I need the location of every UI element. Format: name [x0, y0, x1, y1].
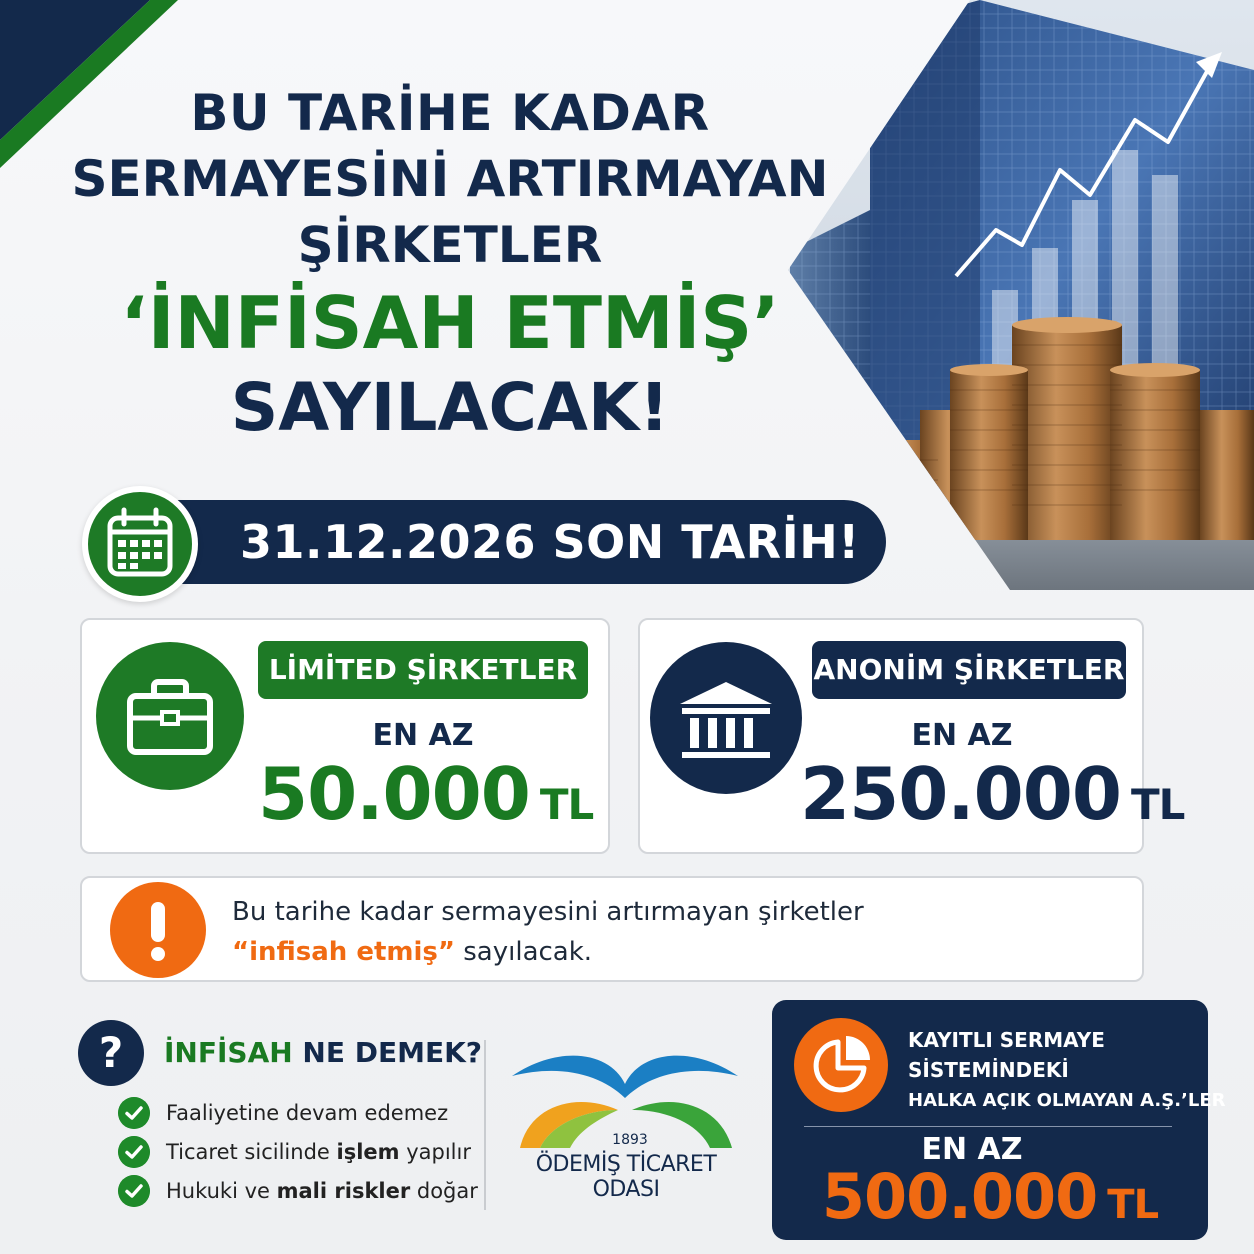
bank-badge	[650, 642, 802, 794]
calendar-icon	[88, 492, 192, 596]
limited-currency: TL	[539, 780, 594, 829]
item-text: Hukuki ve	[166, 1179, 277, 1203]
warning-highlight: “infisah etmiş”	[232, 937, 455, 967]
exclamation-icon	[110, 882, 206, 978]
bank-icon	[650, 642, 802, 794]
item-bold: işlem	[336, 1140, 400, 1164]
limited-amount	[258, 752, 594, 836]
check-icon	[118, 1175, 150, 1207]
infisah-title-rest: NE DEMEK?	[292, 1036, 483, 1069]
check-icon	[118, 1136, 150, 1168]
registered-capital-currency: TL	[1107, 1182, 1159, 1228]
list-item	[118, 1174, 478, 1208]
item-text-post: yapılır	[399, 1140, 471, 1164]
registered-capital-min-label: EN AZ	[921, 1132, 1023, 1167]
warning-badge	[110, 882, 206, 978]
item-text: Faaliyetine devam edemez	[166, 1101, 449, 1125]
infisah-title-green: İNFİSAH	[164, 1036, 293, 1069]
briefcase-badge	[96, 642, 244, 790]
list-item	[118, 1135, 471, 1169]
anonim-title: ANONİM ŞİRKETLER	[812, 641, 1126, 699]
calendar-badge	[82, 486, 198, 602]
anonim-min-label: EN AZ	[911, 718, 1013, 753]
limited-amount-value: 50.000	[258, 752, 530, 836]
pie-badge	[794, 1018, 888, 1112]
question-icon: ?	[78, 1020, 144, 1086]
headline-line-5: SAYILACAK!	[230, 369, 670, 446]
warning-line-2: sayılacak.	[455, 937, 593, 967]
registered-capital-line-2: SİSTEMİNDEKİ	[908, 1058, 1069, 1082]
anonim-currency: TL	[1130, 780, 1185, 829]
registered-capital-line-1: KAYITLI SERMAYE	[908, 1028, 1105, 1052]
registered-capital-amount-value: 500.000	[821, 1160, 1098, 1233]
deadline-text: 31.12.2026 SON TARİH!	[240, 515, 860, 569]
divider	[484, 1040, 486, 1210]
warning-text	[232, 892, 1112, 972]
headline	[30, 80, 870, 448]
item-text: Ticaret sicilinde	[166, 1140, 337, 1164]
headline-line-2: SERMAYESİNİ ARTIRMAYAN	[71, 150, 829, 208]
pie-chart-icon	[794, 1018, 888, 1112]
headline-line-1: BU TARİHE KADAR	[190, 84, 710, 142]
registered-capital-amount	[772, 1160, 1208, 1233]
item-text-post: doğar	[410, 1179, 478, 1203]
logo-name: ÖDEMİŞ TİCARET ODASI	[535, 1152, 717, 1202]
limited-min-label: EN AZ	[372, 718, 474, 753]
registered-capital-separator	[804, 1126, 1172, 1127]
anonim-amount	[800, 752, 1185, 836]
logo-year: 1893	[612, 1132, 648, 1148]
headline-infisah: ‘İNFİSAH ETMİŞ’	[120, 281, 780, 365]
item-bold: mali riskler	[276, 1179, 411, 1203]
registered-capital-line-3: HALKA AÇIK OLMAYAN A.Ş.’LER	[908, 1090, 1226, 1111]
anonim-amount-value: 250.000	[800, 752, 1121, 836]
infisah-title	[164, 1036, 482, 1069]
briefcase-icon	[96, 642, 244, 790]
check-icon	[118, 1097, 150, 1129]
list-item	[118, 1096, 448, 1130]
warning-line-1: Bu tarihe kadar sermayesini artırmayan şirketler	[232, 897, 864, 927]
limited-title: LİMİTED ŞİRKETLER	[258, 641, 588, 699]
headline-line-3: ŞİRKETLER	[297, 216, 603, 274]
